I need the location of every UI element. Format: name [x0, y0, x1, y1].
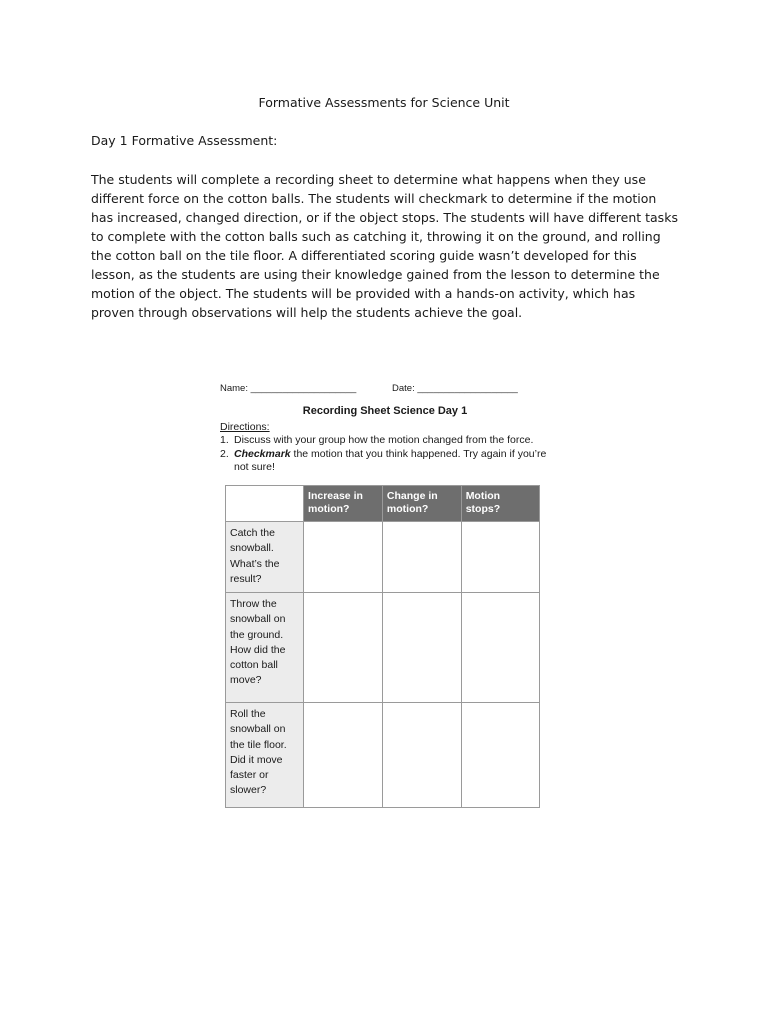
name-date-line [220, 383, 560, 397]
direction-number: 2. [220, 447, 229, 460]
name-field: Name: ____________________ [220, 383, 357, 394]
table-row [226, 593, 540, 703]
direction-item [220, 434, 550, 448]
directions-list [220, 434, 550, 475]
column-header-increase: Increase in motion? [304, 486, 383, 522]
checkmark-cell [382, 703, 461, 808]
document-title: Formative Assessments for Science Unit [258, 95, 510, 110]
section-heading: Day 1 Formative Assessment: [91, 133, 278, 148]
direction-text [234, 448, 550, 475]
sheet-title: Recording Sheet Science Day 1 [302, 405, 468, 417]
body-paragraph: The students will complete a recording sheet to determine what happens when they use different force on the cotton balls. The students will checkmark to determine if the motion has increased, changed direction, or if the object stops. The students will have different tasks to complete with the cotton balls such as catching it, throwing it on the ground, and rolling the cotton ball on the tile floor. A differentiated scoring guide wasn’t developed for this lesson, as the students are using their knowledge gained from the lesson to determine the motion of the object. The students will be provided with a hands-on activity, which has proven through observations will help the students achieve the goal. [91, 172, 678, 320]
direction-emphasis: Checkmark [234, 447, 291, 460]
direction-rest: the motion that you think happened. Try again if you’re not sure! [234, 447, 547, 473]
directions-label: Directions: [220, 421, 270, 433]
direction-number: 1. [220, 434, 229, 446]
checkmark-cell [461, 703, 539, 808]
table-row [226, 522, 540, 593]
table-row [226, 703, 540, 808]
column-header-stops: Motion stops? [461, 486, 539, 522]
row-prompt: Catch the snowball. What’s the result? [226, 522, 304, 593]
column-header-change: Change in motion? [382, 486, 461, 522]
row-prompt: Throw the snowball on the ground. How did the cotton ball move? [226, 593, 304, 703]
checkmark-cell [382, 593, 461, 703]
direction-text: Discuss with your group how the motion changed from the force. [234, 434, 534, 446]
table-header-row [226, 486, 540, 522]
checkmark-cell [461, 593, 539, 703]
checkmark-cell [304, 593, 383, 703]
recording-table [225, 485, 540, 808]
row-prompt: Roll the snowball on the tile floor. Did it move faster or slower? [226, 703, 304, 808]
direction-item [220, 448, 550, 475]
checkmark-cell [304, 522, 383, 593]
checkmark-cell [461, 522, 539, 593]
checkmark-cell [304, 703, 383, 808]
table-corner-cell [226, 486, 304, 522]
date-field: Date: ___________________ [392, 383, 518, 394]
checkmark-cell [382, 522, 461, 593]
